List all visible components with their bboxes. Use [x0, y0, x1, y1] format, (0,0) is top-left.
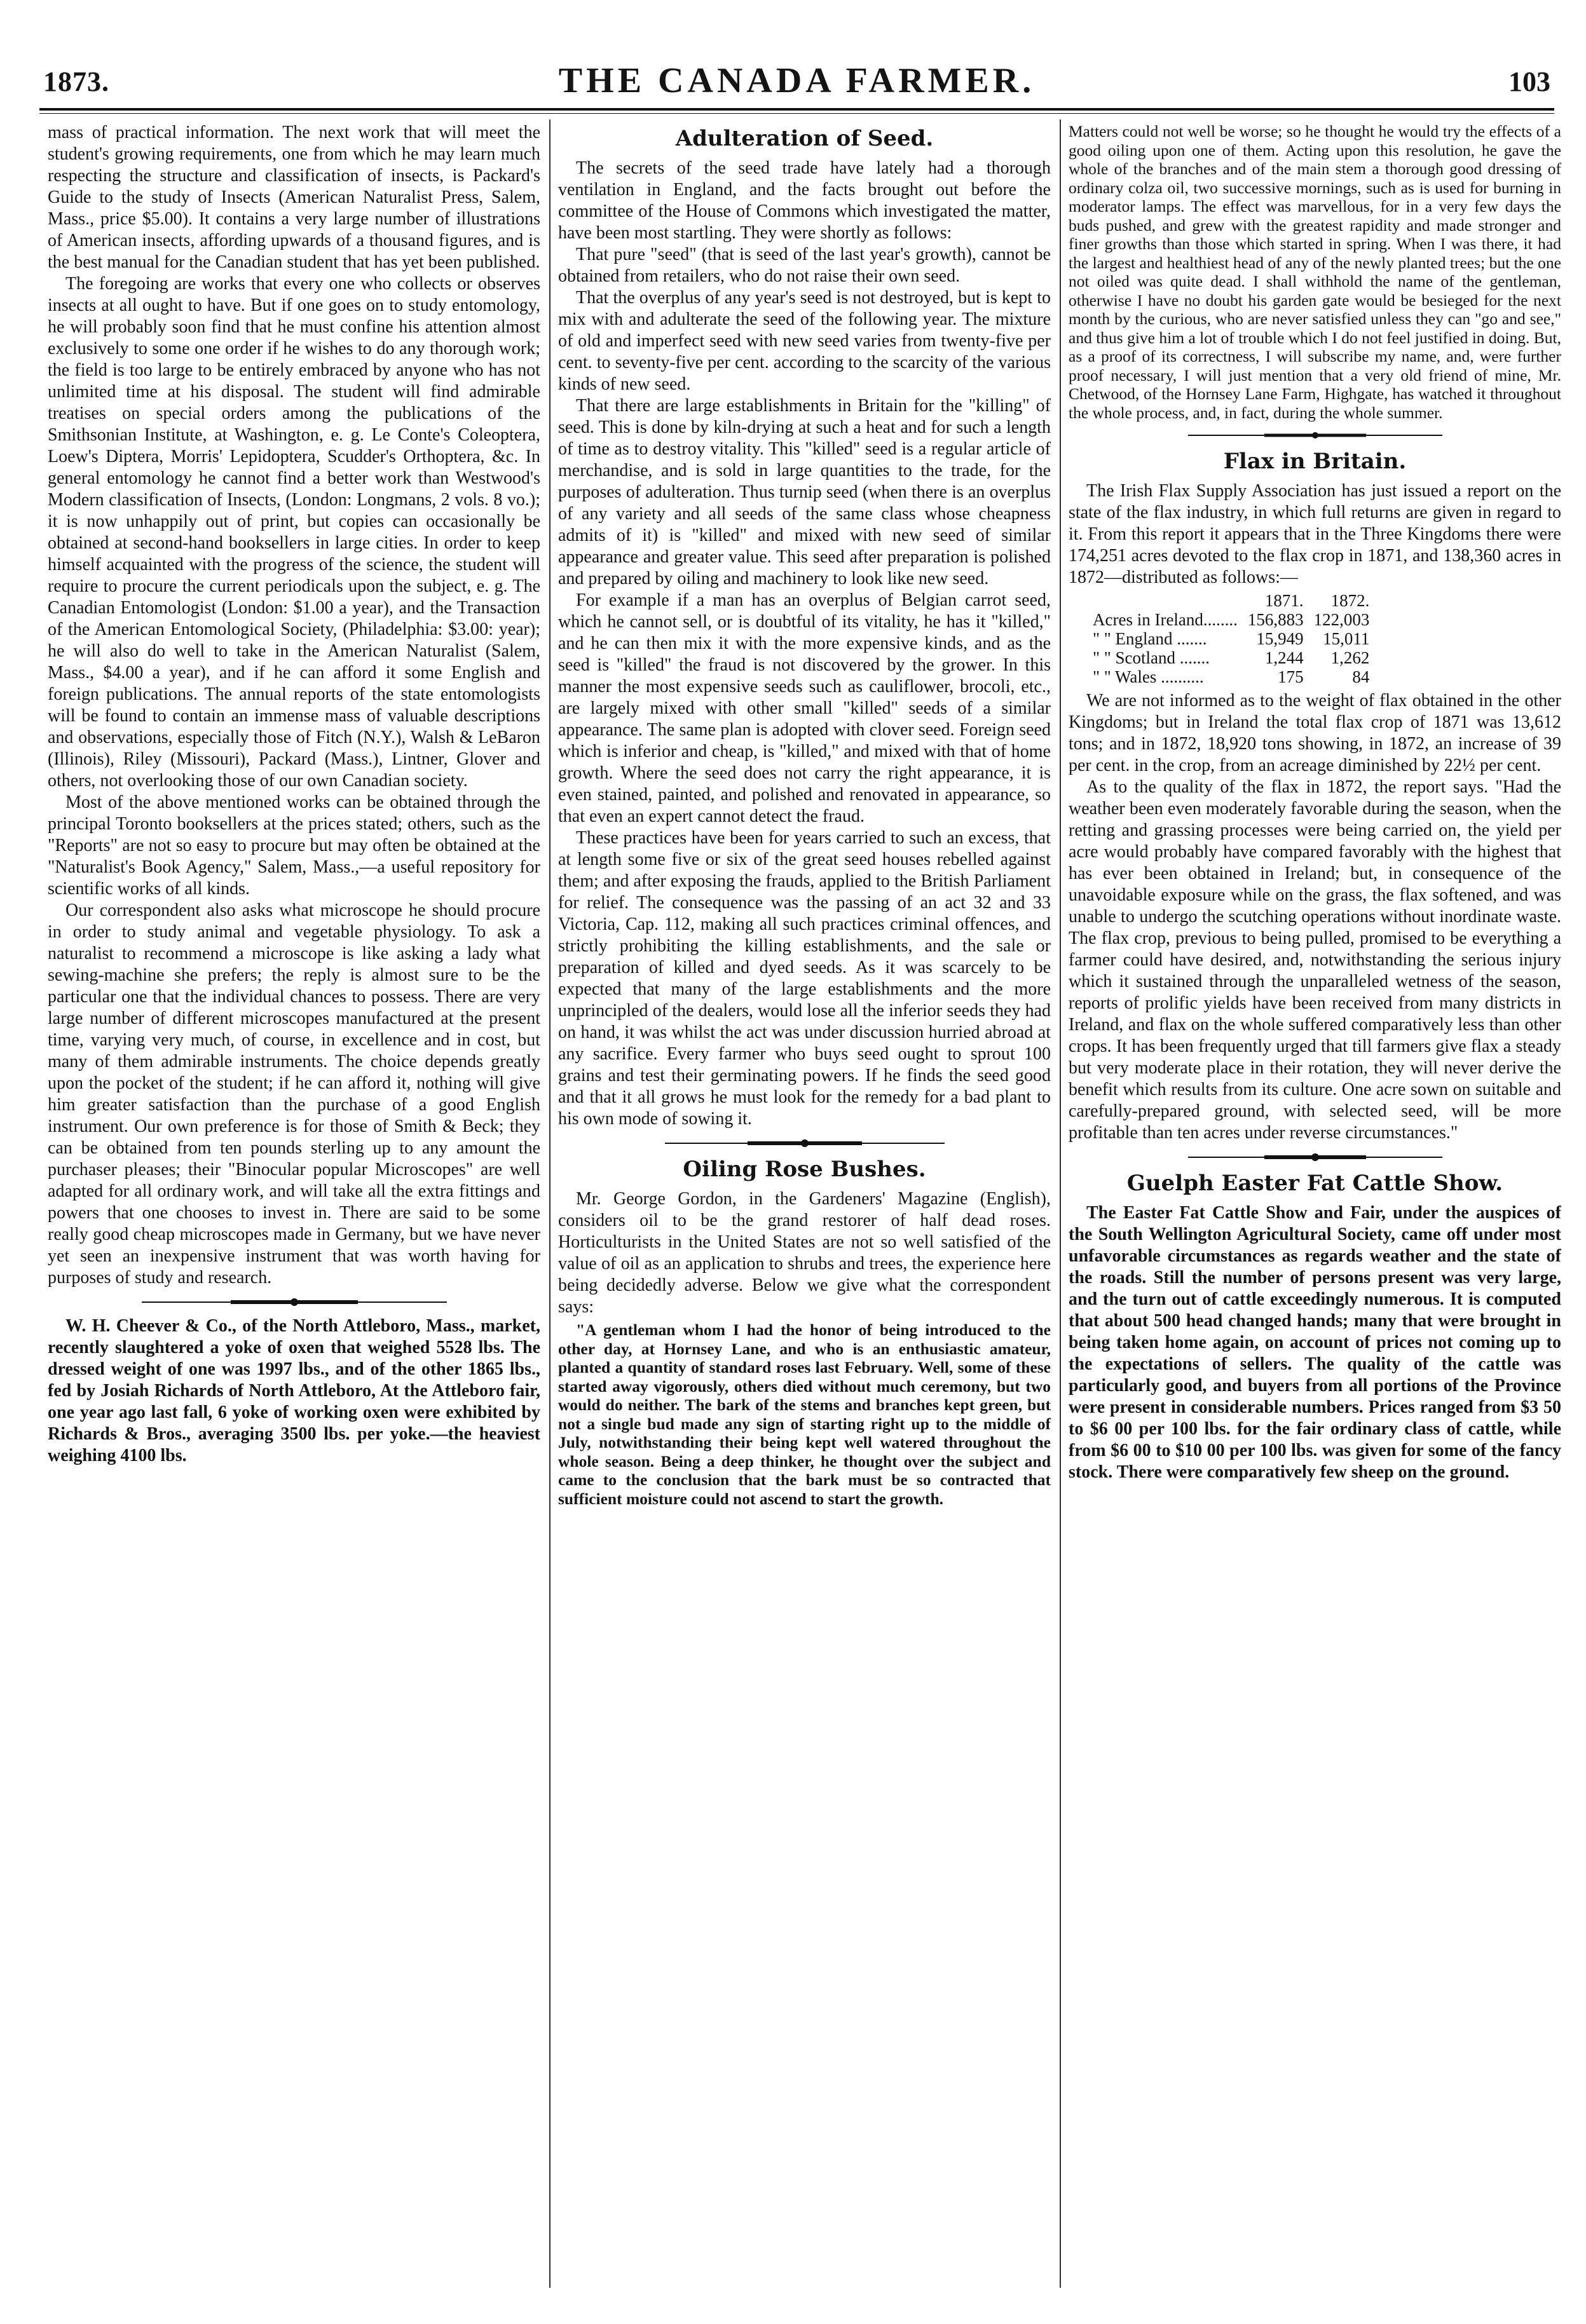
table-header: 1872.	[1330, 591, 1370, 610]
article-paragraph: The Irish Flax Supply Association has just issued a report on the state of the flax industry, in which full returns are given in regard to it. From this report it appears that in the Three Kingdoms there were 174,251 acres devoted to the flax crop in 1871, and 138,360 acres in 1872—distributed as follows:—	[1069, 481, 1561, 587]
column-divider	[1060, 119, 1061, 2288]
table-cell: " " Wales ..........	[1093, 667, 1204, 686]
table-header-row	[1088, 591, 1374, 610]
masthead-rule	[39, 108, 1554, 114]
column-three	[1069, 122, 1561, 2283]
newspaper-title: THE CANADA FARMER.	[558, 61, 1036, 100]
article-paragraph: Mr. George Gordon, in the Gardeners' Magazine (English), considers oil to be the grand restorer of half dead roses. Horticulturists in the United States are not so well satisfied of the value of oil as an application to shrubs and trees, the experience here being decidedly adverse. Below we give what the correspondent says:	[558, 1189, 1051, 1317]
article-paragraph: That pure "seed" (that is seed of the last year's growth), cannot be obtained from retailers, who do not raise their own seed.	[558, 245, 1051, 286]
article-paragraph: The secrets of the seed trade have lately had a thorough ventilation in England, and the facts brought out before the committee of the House of Commons which investigated the matter, have been most startling. They were shortly as follows:	[558, 158, 1051, 243]
article-paragraph: We are not informed as to the weight of flax obtained in the other Kingdoms; but in Ireland the total flax crop of 1871 was 13,612 tons; and in 1872, 18,920 tons showing, in 1872, an increase of 39 per cent. in the crop, from an acreage diminished by 22½ per cent.	[1069, 691, 1561, 775]
table-cell: 1,262	[1330, 648, 1370, 667]
flax-heading: Flax in Britain.	[1223, 449, 1407, 474]
section-ornament	[48, 1295, 540, 1309]
table-cell: 15,011	[1323, 629, 1370, 648]
table-cell: 122,003	[1313, 610, 1370, 629]
oiling-heading: Oiling Rose Bushes.	[683, 1157, 926, 1182]
article-paragraph: That the overplus of any year's seed is not destroyed, but is kept to mix with and adulterate the seed of the following year. The mixture of old and imperfect seed with new seed varies from twenty-five per cent. to seventy-five per cent. according to the scarcity of the various kinds of new seed.	[558, 288, 1051, 394]
oxen-notice: W. H. Cheever & Co., of the North Attleboro, Mass., market, recently slaughtered a yoke of oxen that weighed 5528 lbs. The dressed weight of one was 1997 lbs., and of the other 1865 lbs., fed by Josiah Richards of North Attleboro, At the Attleboro fair, one year ago last fall, 6 yoke of working oxen were exhibited by Richards & Bros., averaging 3500 lbs. per yoke.—the heaviest weighing 4100 lbs.	[48, 1316, 540, 1465]
table-cell: 1,244	[1264, 648, 1304, 667]
table-cell: " " Scotland .......	[1093, 648, 1210, 667]
article-paragraph: For example if a man has an overplus of Belgian carrot seed, which he cannot sell, or is doubtful of its vitality, he has it "killed," and he can then mix it with the more expensive kinds, and as the seed is "killed" the fraud is not discovered by the grower. In this manner the most expensive seeds such as cauliflower, brocoli, etc., are largely mixed with other small "killed" seeds of a similar appearance. The same plan is adopted with clover seed. Foreign seed which is inferior and cheap, is "killed," and mixed with that of home growth. Where the seed does not carry the right appearance, it is even stained, painted, and polished and renovated in appearance, so that even an expert cannot detect the fraud.	[558, 590, 1051, 826]
table-row	[1088, 667, 1374, 686]
table-cell: Acres in Ireland........	[1093, 610, 1238, 629]
masthead	[39, 60, 1554, 99]
table-row	[1088, 629, 1374, 648]
flax-acreage-table	[1088, 591, 1374, 686]
adulteration-heading: Adulteration of Seed.	[675, 126, 934, 151]
table-cell: 156,883	[1247, 610, 1304, 629]
column-two	[558, 122, 1051, 2283]
section-ornament	[1069, 428, 1561, 442]
section-ornament	[1069, 1150, 1561, 1164]
article-paragraph: Most of the above mentioned works can be obtained through the principal Toronto booksellers at the prices stated; others, such as the "Reports" are not so easy to procure but may often be obtained at the "Naturalist's Book Agency," Salem, Mass.,—a useful repository for scientific works of all kinds.	[48, 792, 540, 899]
letter-continuation: Matters could not well be worse; so he thought he would try the effects of a good oiling upon one of them. Acting upon this resolution, he gave the whole of the branches and of the main stem a thorough good dressing of ordinary colza oil, two successive mornings, such as is used for burning in moderator lamps. The effect was marvellous, for in a very few days the buds pushed, and grew with the greatest rapidity and made stronger and finer growths than those which started in spring. When I was there, it had the largest and healthiest head of any of the newly planted trees; but the one not oiled was quite dead. I shall withhold the name of the gentleman, otherwise I have no doubt his garden gate would be besieged for the next month by the curious, who are never satisfied unless they can "go and see," and thus give him a lot of trouble which I do not feel justified in doing. But, as a proof of its correctness, I will subscribe my name, and, were further proof necessary, I will just mention that a very old friend of mine, Mr. Chetwood, of the Hornsey Lane Farm, Highgate, has watched it throughout the whole process, and, in fact, during the whole summer.	[1069, 122, 1561, 422]
table-cell: " " England .......	[1093, 629, 1207, 648]
article-paragraph: Our correspondent also asks what microscope he should procure in order to study animal and vegetable physiology. To ask a naturalist to recommend a microscope is like asking a lady what sewing-machine she prefers; the reply is almost sure to be the particular one that the individual chances to possess. There are very large number of different microscopes manufactured at the present time, varying very much, of course, in excellence and in cost, but many of them admirable instruments. The choice depends greatly upon the pocket of the student; if he can afford it, nothing will give him greater satisfaction than the purchase of a good English instrument. Our own preference is for those of Smith & Beck; they can be obtained from ten pounds sterling up to any amount the purchaser pleases; their "Binocular popular Microscopes" are well adapted for all ordinary work, and will take all the extra fittings and powers that one chooses to invest in. There are said to be some really good cheap microscopes made in Germany, but we have never yet seen an inexpensive instrument that was worth having for purposes of study and research.	[48, 900, 540, 1288]
section-ornament	[558, 1136, 1051, 1150]
table-cell: 175	[1278, 667, 1304, 686]
quoted-letter: "A gentleman whom I had the honor of being introduced to the other day, at Hornsey Lane, and who is an enthusiastic amateur, planted a quantity of standard roses last February. Well, some of these started away vigorously, others died without much ceremony, but two would do neither. The bark of the stems and branches kept green, but not a single bud made any sign of starting right up to the middle of July, notwithstanding their being kept well watered throughout the whole season. Being a deep thinker, he thought over the subject and came to the conclusion that the bark must be so contracted that sufficient moisture could not ascend to start the growth.	[558, 1321, 1051, 1508]
table-cell: 15,949	[1256, 629, 1304, 648]
column-one	[48, 122, 540, 2283]
article-paragraph: mass of practical information. The next work that will meet the student's growing requirements, one from which he may learn much respecting the structure and classification of insects, is Packard's Guide to the study of Insects (American Naturalist Press, Salem, Mass., price $5.00). It contains a very large number of illustrations of American insects, affording upwards of a thousand figures, and is the best manual for the Canadian student that has yet been published.	[48, 123, 540, 272]
guelph-heading: Guelph Easter Fat Cattle Show.	[1126, 1171, 1503, 1196]
article-paragraph: As to the quality of the flax in 1872, the report says. "Had the weather been even moderately favorable during the season, when the retting and grassing processes were being carried on, the yield per acre would probably have compared favorably with the highest that has ever been obtained in Ireland; but, in consequence of the unavoidable exposure while on the grass, the flax softened, and was unable to undergo the scutching operations without inordinate waste. The flax crop, previous to being pulled, promised to be everything a farmer could have desired, and, notwithstanding the serious injury which it sustained through the unparalleled wetness of the season, reports of prolific yields have been received from many districts in Ireland, and flax on the whole suffered comparatively less than other crops. It has been frequently urged that till farmers give flax a steady but very moderate place in their rotation, they will never derive the benefit which results from its culture. One acre sown on suitable and carefully-prepared ground, with selected seed, will be more profitable than ten acres under reverse circumstances."	[1069, 777, 1561, 1143]
article-paragraph: The Easter Fat Cattle Show and Fair, under the auspices of the South Wellington Agricultural Society, came off under most unfavorable circumstances as regards weather and the state of the roads. Still the number of persons present was very large, and the turn out of cattle exceedingly numerous. It is computed that about 500 head changed hands; many that were brought in being taken home again, on account of prices not coming up to the expectations of sellers. The quality of the cattle was particularly good, and buyers from all portions of the Province were present in considerable numbers. Prices ranged from $3 50 to $6 00 per 100 lbs. for the fair ordinary class of cattle, while from $6 00 to $10 00 per 100 lbs. was given for some of the fancy stock. There were comparatively few sheep on the ground.	[1069, 1203, 1561, 1482]
article-paragraph: The foregoing are works that every one who collects or observes insects at all ought to have. But if one goes on to study entomology, he will probably soon find that he must confine his attention almost exclusively to some one order if he wishes to do any thorough work; the field is too large to be entirely embraced by anyone who has not unlimited time at his disposal. The student will find admirable treatises on special orders among the publications of the Smithsonian Institute, at Washington, e. g. Le Conte's Coleoptera, Loew's Diptera, Morris' Lepidoptera, Scudder's Orthoptera, &c. In general entomology he cannot find a better work than Westwood's Modern classification of Insects, (London: Longmans, 2 vols. 8 vo.); it is now unhappily out of print, but copies can occasionally be obtained at second-hand booksellers in large cities. In order to keep himself acquainted with the progress of the science, the student will require to procure the current periodicals upon the subject, e. g. The Canadian Entomologist (London: $1.00 a year), and the Transaction of the American Entomological Society, (Philadelphia: $3.00: year); he will also do well to take in the American Naturalist (Salem, Mass., $4.00 a year), and if he can afford it some English and foreign publications. The annual reports of the state entomologists will be found to contain an immense mass of valuable descriptions and observations, especially those of Fitch (N.Y.), Walsh & LeBaron (Illinois), Riley (Missouri), Packard (Mass.), Lintner, Glover and others, not overlooking those of our own Canadian society.	[48, 274, 540, 791]
issue-year: 1873.	[43, 66, 109, 97]
article-paragraph: That there are large establishments in Britain for the "killing" of seed. This is done by kiln-drying at such a heat and for such a length of time as to destroy vitality. This "killed" seed is a regular article of merchandise, and is sold in large quantities to the trade, for the purposes of adulteration. Thus turnip seed (when there is an overplus of any variety and all seeds of the same class whose cheapness admits of it) is "killed" and mixed with new seed of similar appearance and greater value. This seed after preparation is polished and prepared by oiling and machinery to look like new seed.	[558, 396, 1051, 588]
table-header: 1871.	[1264, 591, 1304, 610]
table-row	[1088, 648, 1374, 667]
table-cell: 84	[1352, 667, 1370, 686]
page-number: 103	[1508, 66, 1550, 97]
column-divider	[549, 119, 550, 2288]
table-row	[1088, 610, 1374, 629]
article-paragraph: These practices have been for years carried to such an excess, that at length some five or six of the great seed houses rebelled against them; and after exposing the frauds, applied to the British Parliament for relief. The consequence was the passing of an act 32 and 33 Victoria, Cap. 112, making all such practices criminal offences, and strictly prohibiting the killing establishments, and the sale or preparation of killed and dyed seeds. As it was scarcely to be expected that many of the large establishments and the more unprincipled of the dealers, would lose all the inferior seeds they had on hand, it was whilst the act was under discussion hurried abroad at any sacrifice. Every farmer who buys seed ought to sprout 100 grains and test their germinating powers. If he finds the seed good and that it all grows he must look for the remedy for a bad plant to his own mode of sowing it.	[558, 828, 1051, 1129]
